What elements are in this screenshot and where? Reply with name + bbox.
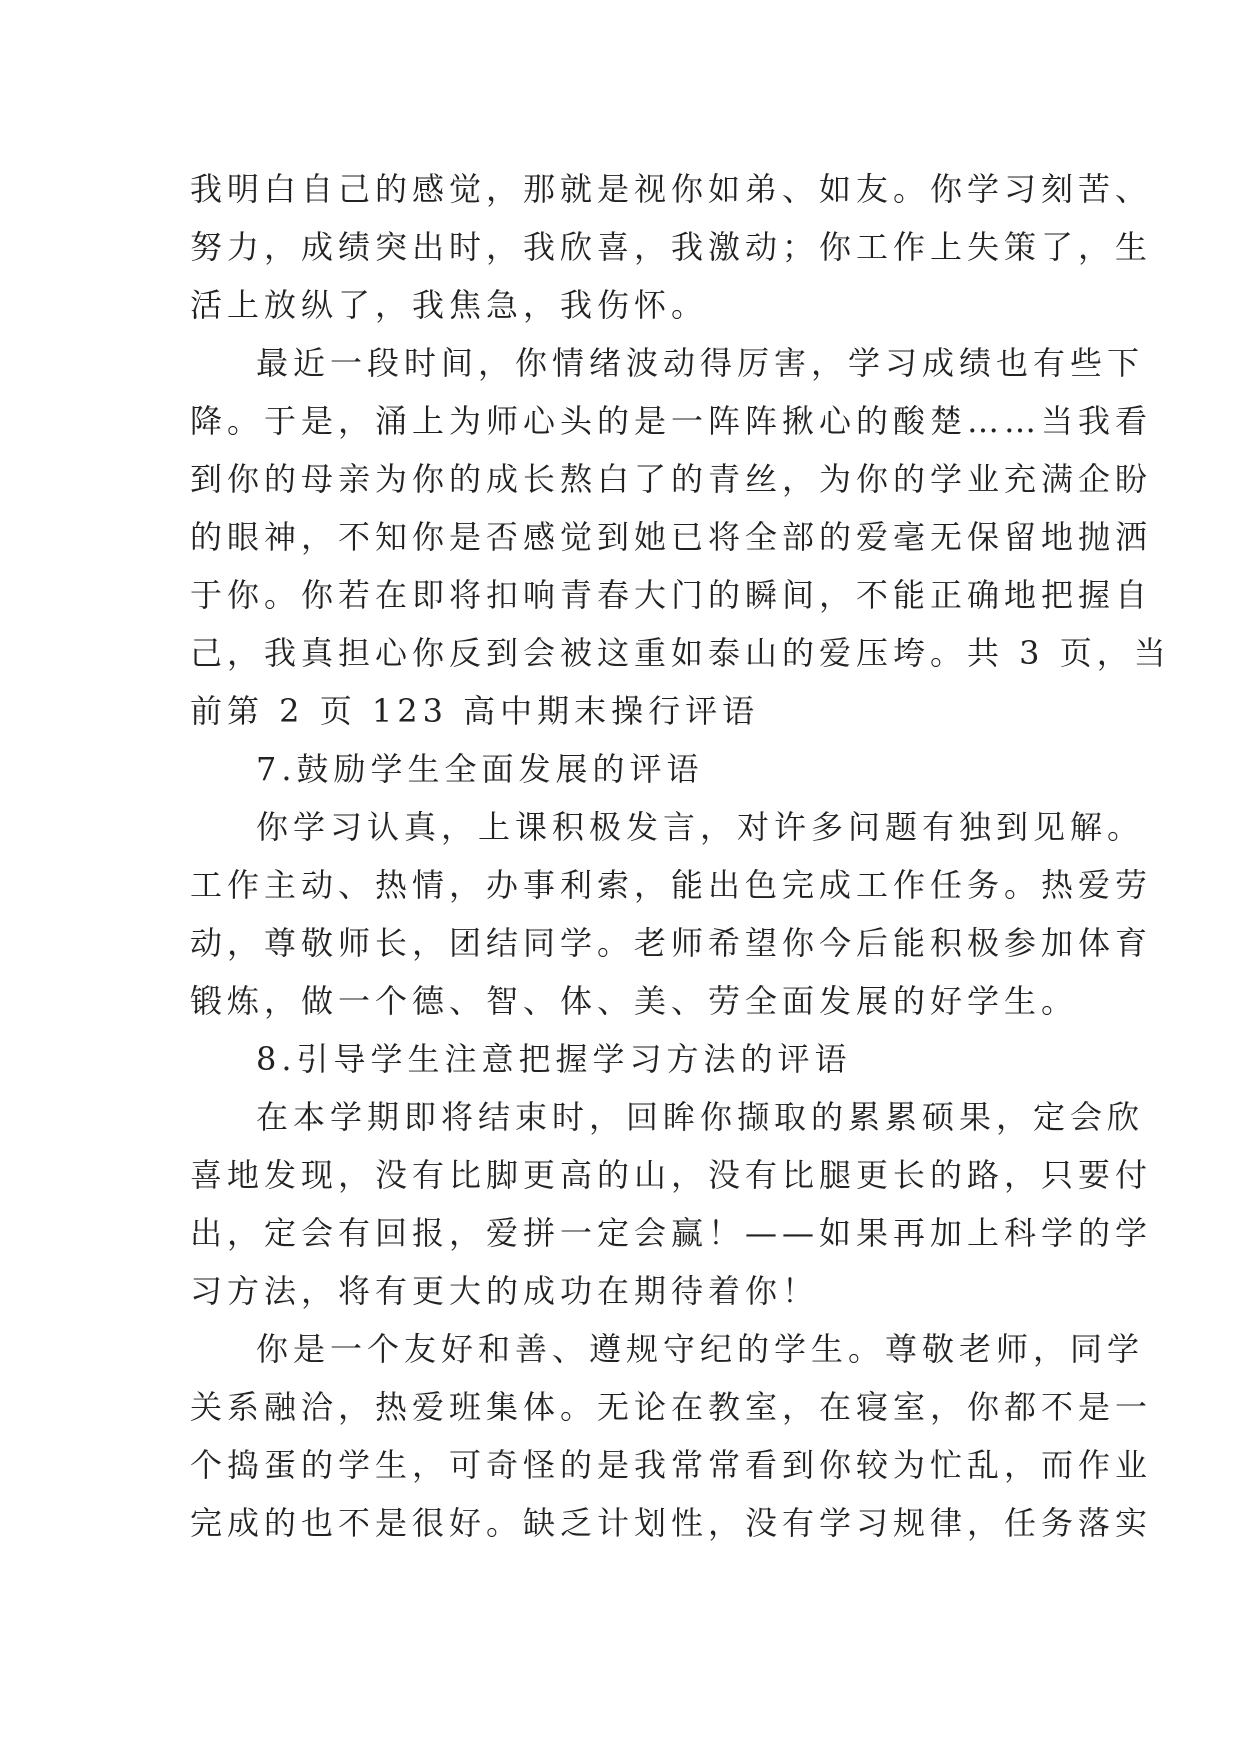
paragraph-line: 于你。你若在即将扣响青春大门的瞬间，不能正确地把握自 — [190, 576, 1153, 614]
paragraph-first-line: 你是一个友好和善、遵规守纪的学生。尊敬老师，同学 — [256, 1330, 1145, 1368]
paragraph-line: 锻炼，做一个德、智、体、美、劳全面发展的好学生。 — [190, 982, 1079, 1020]
paragraph-line: 完成的也不是很好。缺乏计划性，没有学习规律，任务落实 — [190, 1504, 1153, 1542]
paragraph-line: 我明白自己的感觉，那就是视你如弟、如友。你学习刻苦、 — [190, 170, 1153, 208]
paragraph-line: 习方法，将有更大的成功在期待着你！ — [190, 1272, 820, 1310]
paragraph-line: 到你的母亲为你的成长熬白了的青丝，为你的学业充满企盼 — [190, 460, 1153, 498]
paragraph-line: 的眼神，不知你是否感觉到她已将全部的爱毫无保留地抛洒 — [190, 518, 1153, 556]
paragraph-first-line: 最近一段时间，你情绪波动得厉害，学习成绩也有些下 — [256, 344, 1145, 382]
paragraph-line: 降。于是，涌上为师心头的是一阵阵揪心的酸楚……当我看 — [190, 402, 1153, 440]
paragraph-line: 工作主动、热情，办事利索，能出色完成工作任务。热爱劳 — [190, 866, 1153, 904]
paragraph-line: 个捣蛋的学生，可奇怪的是我常常看到你较为忙乱，而作业 — [190, 1446, 1153, 1484]
paragraph-first-line: 你学习认真，上课积极发言，对许多问题有独到见解。 — [256, 808, 1145, 846]
paragraph-line: 前第 2 页 123 高中期末操行评语 — [190, 692, 760, 730]
paragraph-line: 喜地发现，没有比脚更高的山，没有比腿更长的路，只要付 — [190, 1156, 1153, 1194]
paragraph-line: 己，我真担心你反到会被这重如泰山的爱压垮。共 3 页，当 — [190, 634, 1171, 672]
paragraph-line: 出，定会有回报，爱拼一定会赢！——如果再加上科学的学 — [190, 1214, 1153, 1252]
paragraph-line: 活上放纵了，我焦急，我伤怀。 — [190, 286, 709, 324]
document-body — [190, 160, 1171, 1552]
paragraph-first-line: 在本学期即将结束时，回眸你撷取的累累硕果，定会欣 — [256, 1098, 1145, 1136]
paragraph-first-line: 8.引导学生注意把握学习方法的评语 — [256, 1040, 852, 1078]
paragraph-line: 努力，成绩突出时，我欣喜，我激动；你工作上失策了，生 — [190, 228, 1153, 266]
paragraph-line: 动，尊敬师长，团结同学。老师希望你今后能积极参加体育 — [190, 924, 1153, 962]
paragraph-first-line: 7.鼓励学生全面发展的评语 — [256, 750, 704, 788]
paragraph-line: 关系融洽，热爱班集体。无论在教室，在寝室，你都不是一 — [190, 1388, 1153, 1426]
